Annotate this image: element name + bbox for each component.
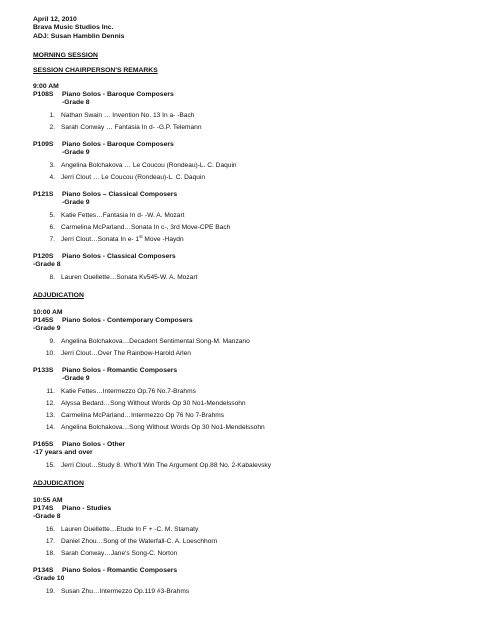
adjudication-heading: ADJUDICATION — [33, 292, 84, 300]
class-title: Piano Solos - Contemporary Composers — [62, 317, 193, 325]
class-heading — [33, 191, 473, 199]
studio-line: Brava Music Studios Inc. — [33, 24, 114, 32]
class-grade: -Grade 9 — [62, 149, 90, 157]
list-item: 18. Sarah Conway…Jane's Song-C. Norton — [45, 550, 178, 558]
class-grade: -Grade 9 — [62, 375, 90, 383]
adjudicator-line: ADJ: Susan Hamblin Dennis — [33, 32, 125, 40]
date-line: April 12, 2010 — [33, 16, 77, 23]
class-grade: -Grade 9 — [33, 325, 61, 333]
list-item: 12. Alyssa Bedard…Song Without Words Op 30 No1-Mendelssohn — [45, 400, 246, 408]
adjudication-heading: ADJUDICATION — [33, 480, 84, 488]
list-item: 9. Angelina Bolchakova…Decadent Sentimental Song-M. Manzano — [49, 338, 250, 346]
class-grade: -Grade 9 — [62, 199, 90, 207]
class-grade: -Grade 8 — [33, 261, 61, 269]
list-item: 16. Lauren Ouellette…Etude In F + -C. M. Stamaty — [45, 526, 199, 534]
class-title: Piano Solos - Other — [62, 441, 126, 449]
class-title: Piano - Studies — [62, 505, 112, 513]
list-item: 11. Katie Fettes…Intermezzo Op.76 No.7-Brahms — [46, 388, 196, 396]
class-code: P109S — [33, 141, 54, 149]
time-label: 9:00 AM — [33, 83, 59, 91]
class-code: P133S — [33, 367, 54, 375]
list-item: 14. Angelina Bolchakova…Song Without Words Op 30 No1-Mendelssohn — [45, 424, 265, 432]
class-code: P174S — [33, 505, 54, 513]
list-item: 1. Nathan Swain … Invention No. 13 In a- -Bach — [49, 112, 195, 120]
list-item: 5. Katie Fettes…Fantasia In d- -W. A. Mozart — [49, 212, 185, 220]
class-heading — [33, 91, 473, 99]
time-label: 10:00 AM — [33, 309, 63, 317]
list-item: 4. Jerri Clout … Le Coucou (Rondeau)-L. C. Daquin — [49, 174, 206, 182]
remarks-heading: SESSION CHAIRPERSON'S REMARKS — [33, 67, 158, 75]
class-code: P145S — [33, 317, 54, 325]
class-grade: -Grade 8 — [33, 513, 61, 521]
class-heading — [33, 505, 473, 513]
class-code: P121S — [33, 191, 54, 199]
class-title: Piano Solos - Romantic Composers — [62, 367, 178, 375]
class-code: P120S — [33, 253, 54, 261]
class-heading — [33, 441, 473, 449]
list-item: 17. Daniel Zhou…Song of the Waterfall-C. A. Loeschhorn — [45, 538, 218, 546]
morning-session-heading: MORNING SESSION — [33, 52, 98, 60]
class-title: Piano Solos - Baroque Composers — [62, 91, 174, 99]
list-item: 2. Sarah Conway … Fantasia In d- -G.P. Telemann — [49, 124, 202, 132]
class-grade: -17 years and over — [33, 449, 93, 457]
class-code: P134S — [33, 567, 54, 575]
class-grade: -Grade 10 — [33, 575, 65, 583]
class-heading — [33, 141, 473, 149]
list-item: 13. Carmelina McParland…Intermezzo Op 76 No 7-Brahms — [45, 412, 225, 420]
class-heading — [33, 317, 473, 325]
class-title: Piano Solos - Romantic Composers — [62, 567, 178, 575]
class-title: Piano Solos - Baroque Composers — [62, 141, 174, 149]
time-label: 10:55 AM — [33, 497, 63, 505]
list-item: 6. Carmelina McParland…Sonata In c-, 3rd Move-CPE Bach — [49, 224, 231, 232]
class-code: P165S — [33, 441, 54, 449]
list-item: 8. Lauren Ouellette…Sonata Kv545-W. A. Mozart — [49, 274, 198, 282]
document-page — [33, 16, 473, 596]
class-title: Piano Solos - Classical Composers — [62, 253, 176, 261]
class-heading — [33, 367, 473, 375]
class-grade: -Grade 8 — [62, 99, 90, 107]
class-title: Piano Solos – Classical Composers — [62, 191, 178, 199]
list-item: 3. Angelina Bolchakova … Le Coucou (Rondeau)-L. C. Daquin — [49, 162, 237, 170]
class-heading — [33, 567, 473, 575]
class-code: P108S — [33, 91, 54, 99]
class-heading — [33, 253, 473, 261]
list-item: 19. Susan Zhu…Intermezzo Op.119 #3-Brahms — [45, 588, 190, 596]
list-item: 7. Jerri Clout…Sonata In e- 1st Move -Haydn — [49, 234, 184, 244]
list-item: 15. Jerri Clout…Study 8. Who'll Win The Argument Op.88 No. 2-Kabalevsky — [45, 462, 272, 470]
list-item: 10. Jerri Clout…Over The Rainbow-Harold Arlen — [45, 350, 191, 358]
